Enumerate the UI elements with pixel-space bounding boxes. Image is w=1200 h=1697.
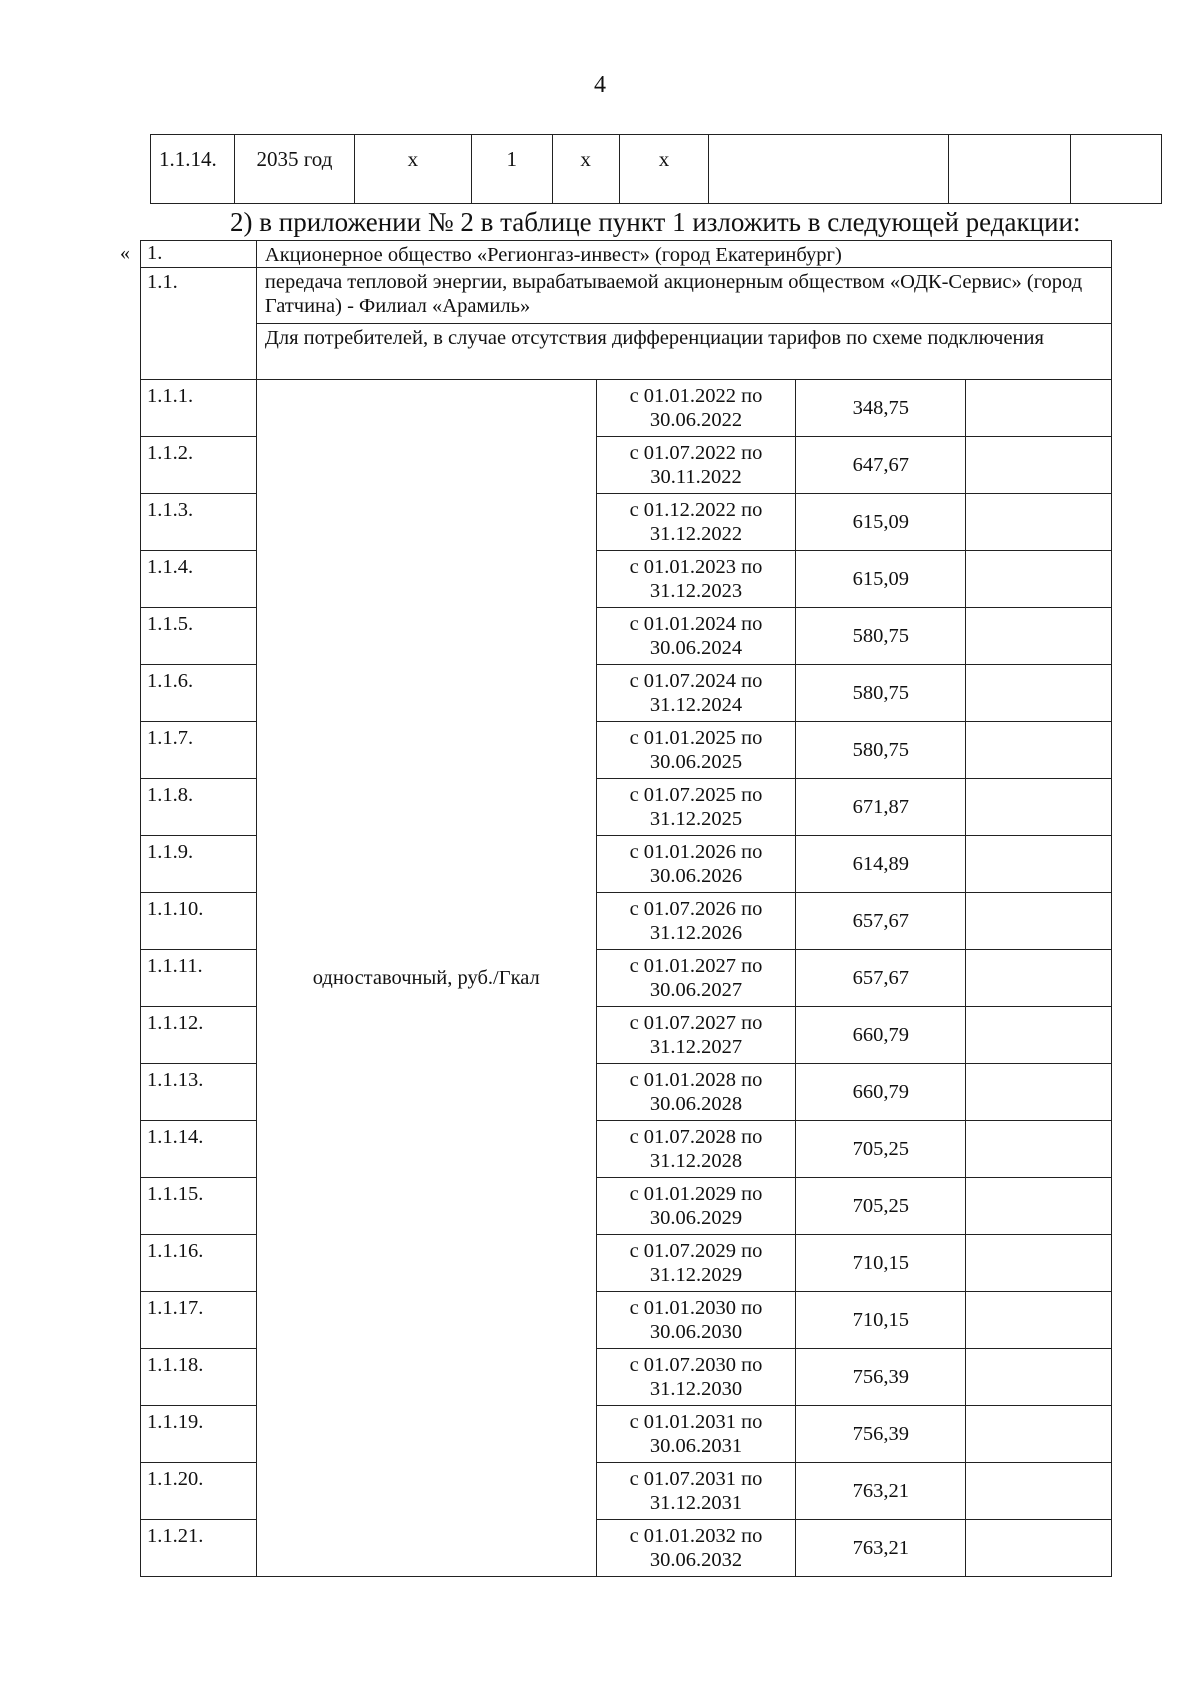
row-value: 615,09 [796, 494, 966, 551]
row-period: с 01.07.2022 по 30.11.2022 [596, 437, 796, 494]
row-period: с 01.01.2030 по 30.06.2030 [596, 1292, 796, 1349]
row-number: 1.1.15. [141, 1178, 257, 1235]
row-value: 614,89 [796, 836, 966, 893]
row-period: с 01.01.2024 по 30.06.2024 [596, 608, 796, 665]
row-value: 710,15 [796, 1292, 966, 1349]
continuation-table [150, 134, 1162, 204]
table-cell-empty [966, 1235, 1112, 1292]
table-cell-empty [966, 950, 1112, 1007]
row-value: 660,79 [796, 1064, 966, 1121]
row-year: 2035 год [234, 135, 354, 204]
table-cell-empty [966, 608, 1112, 665]
consumer-note: Для потребителей, в случае отсутствия дифференциации тарифов по схеме подключения [256, 324, 1111, 380]
table-row [141, 380, 1112, 437]
row-period: с 01.07.2026 по 31.12.2026 [596, 893, 796, 950]
row-number: 1.1.14. [151, 135, 235, 204]
table-cell-empty [966, 893, 1112, 950]
row-number: 1.1.16. [141, 1235, 257, 1292]
table-cell: х [619, 135, 709, 204]
tariff-type: одноставочный, руб./Гкал [256, 380, 596, 1577]
table-cell-empty [966, 494, 1112, 551]
row-value: 705,25 [796, 1178, 966, 1235]
row-value: 615,09 [796, 551, 966, 608]
table-cell-empty [966, 1406, 1112, 1463]
row-value: 657,67 [796, 893, 966, 950]
row-period: с 01.07.2030 по 31.12.2030 [596, 1349, 796, 1406]
row-value: 580,75 [796, 665, 966, 722]
quote-mark: « [120, 242, 130, 264]
row-number: 1.1.6. [141, 665, 257, 722]
row-number: 1.1.8. [141, 779, 257, 836]
row-period: с 01.07.2029 по 31.12.2029 [596, 1235, 796, 1292]
row-period: с 01.01.2032 по 30.06.2032 [596, 1520, 796, 1577]
row-number: 1.1.7. [141, 722, 257, 779]
table-cell-empty [966, 1064, 1112, 1121]
table-cell-empty [966, 1121, 1112, 1178]
row-period: с 01.01.2022 по 30.06.2022 [596, 380, 796, 437]
row-period: с 01.07.2027 по 31.12.2027 [596, 1007, 796, 1064]
row-value: 710,15 [796, 1235, 966, 1292]
row-period: с 01.12.2022 по 31.12.2022 [596, 494, 796, 551]
table-cell-empty [966, 722, 1112, 779]
table-cell-empty [966, 380, 1112, 437]
row-period: с 01.07.2031 по 31.12.2031 [596, 1463, 796, 1520]
table-cell-empty [966, 1349, 1112, 1406]
table-cell-empty [949, 135, 1071, 204]
consumer-note-row [141, 324, 1112, 380]
row-number: 1.1.12. [141, 1007, 257, 1064]
table-cell-empty [709, 135, 949, 204]
section-title: Акционерное общество «Регионгаз-инвест» (город Екатеринбург) [256, 241, 1111, 268]
row-value: 660,79 [796, 1007, 966, 1064]
row-number: 1.1.13. [141, 1064, 257, 1121]
row-period: с 01.07.2025 по 31.12.2025 [596, 779, 796, 836]
table-cell-empty [1071, 135, 1162, 204]
row-number: 1.1.10. [141, 893, 257, 950]
row-value: 580,75 [796, 722, 966, 779]
row-number: 1.1.1. [141, 380, 257, 437]
table-cell-empty [966, 779, 1112, 836]
table-cell-empty [966, 1292, 1112, 1349]
subsection-number: 1.1. [141, 268, 257, 380]
row-value: 756,39 [796, 1406, 966, 1463]
table-cell-empty [966, 836, 1112, 893]
row-value: 763,21 [796, 1520, 966, 1577]
row-number: 1.1.14. [141, 1121, 257, 1178]
row-value: 763,21 [796, 1463, 966, 1520]
page-number: 4 [594, 72, 606, 98]
row-value: 647,67 [796, 437, 966, 494]
row-number: 1.1.11. [141, 950, 257, 1007]
table-row [151, 135, 1162, 204]
row-period: с 01.01.2027 по 30.06.2027 [596, 950, 796, 1007]
row-number: 1.1.20. [141, 1463, 257, 1520]
tariff-table [140, 240, 1112, 1577]
subsection-row [141, 268, 1112, 324]
row-value: 671,87 [796, 779, 966, 836]
row-period: с 01.01.2031 по 30.06.2031 [596, 1406, 796, 1463]
row-period: с 01.01.2026 по 30.06.2026 [596, 836, 796, 893]
row-number: 1.1.9. [141, 836, 257, 893]
table-cell-empty [966, 1463, 1112, 1520]
row-value: 705,25 [796, 1121, 966, 1178]
row-period: с 01.01.2028 по 30.06.2028 [596, 1064, 796, 1121]
row-value: 756,39 [796, 1349, 966, 1406]
table-cell: х [552, 135, 619, 204]
table-cell-empty [966, 551, 1112, 608]
row-period: с 01.01.2029 по 30.06.2029 [596, 1178, 796, 1235]
subsection-title: передача тепловой энергии, вырабатываемой акционерным обществом «ОДК-Сервис» (город Гатчина) - Филиал «Арамиль» [256, 268, 1111, 324]
row-number: 1.1.4. [141, 551, 257, 608]
row-number: 1.1.17. [141, 1292, 257, 1349]
row-value: 580,75 [796, 608, 966, 665]
row-period: с 01.07.2024 по 31.12.2024 [596, 665, 796, 722]
row-value: 348,75 [796, 380, 966, 437]
table-cell: 1 [471, 135, 552, 204]
row-number: 1.1.21. [141, 1520, 257, 1577]
row-period: с 01.01.2025 по 30.06.2025 [596, 722, 796, 779]
table-cell-empty [966, 665, 1112, 722]
section-number: 1. [141, 241, 257, 268]
table-cell-empty [966, 1178, 1112, 1235]
row-number: 1.1.2. [141, 437, 257, 494]
table-cell-empty [966, 1520, 1112, 1577]
row-value: 657,67 [796, 950, 966, 1007]
row-number: 1.1.18. [141, 1349, 257, 1406]
table-cell-empty [966, 437, 1112, 494]
instruction-text: 2) в приложении № 2 в таблице пункт 1 изложить в следующей редакции: [230, 207, 1081, 237]
row-number: 1.1.19. [141, 1406, 257, 1463]
row-number: 1.1.5. [141, 608, 257, 665]
table-cell: х [354, 135, 471, 204]
table-cell-empty [966, 1007, 1112, 1064]
row-period: с 01.07.2028 по 31.12.2028 [596, 1121, 796, 1178]
row-number: 1.1.3. [141, 494, 257, 551]
section-row [141, 241, 1112, 268]
row-period: с 01.01.2023 по 31.12.2023 [596, 551, 796, 608]
